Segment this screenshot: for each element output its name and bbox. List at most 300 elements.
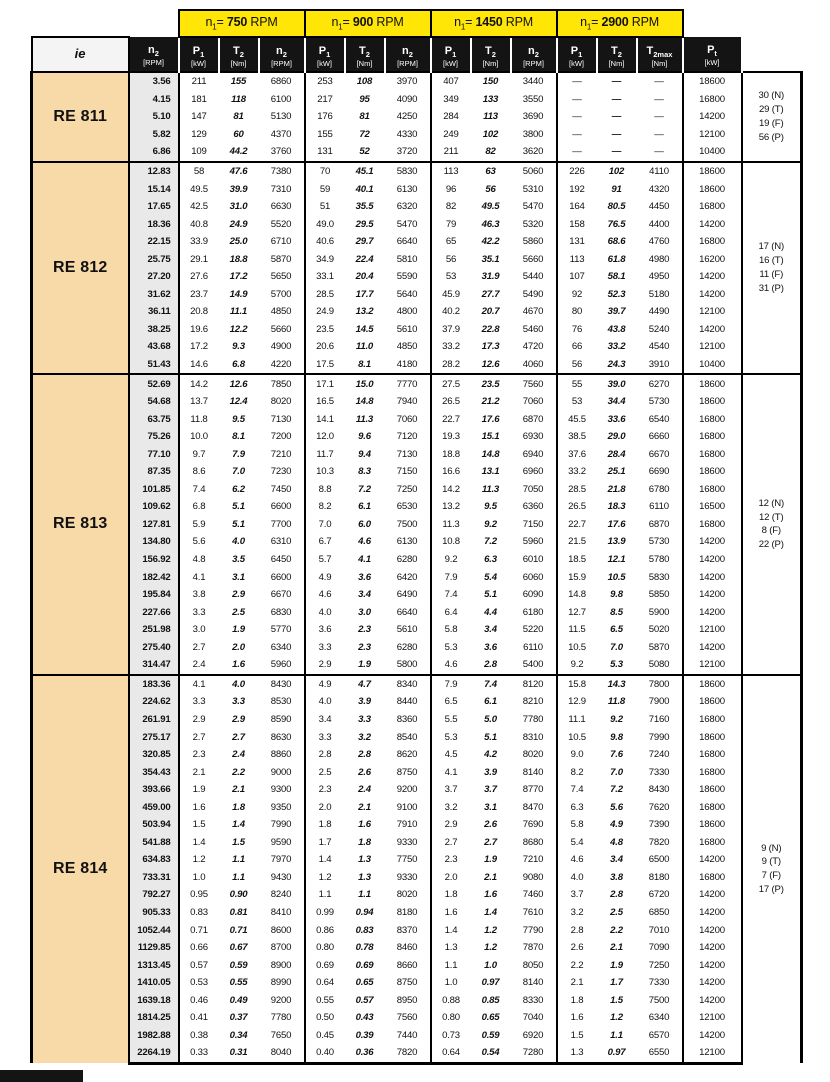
t2max-cell: 12100	[683, 1044, 742, 1063]
p1-cell: 1.3	[345, 851, 385, 869]
table-row	[32, 781, 802, 799]
p1-cell: 3.4	[471, 621, 511, 639]
p1-cell: 25.1	[597, 463, 637, 481]
p1-cell: 0.71	[219, 921, 259, 939]
t2-cell: 6090	[511, 586, 557, 604]
t2-cell: 5240	[637, 321, 683, 339]
t2-cell: 5730	[637, 533, 683, 551]
t2-cell: 9100	[385, 798, 431, 816]
t2-cell: 8460	[385, 939, 431, 957]
t2-cell: 7440	[385, 1027, 431, 1045]
t2-cell: 5870	[637, 639, 683, 657]
p1-cell: 5.1	[219, 498, 259, 516]
t2max-cell: 16800	[683, 869, 742, 887]
gear-ratio-cell: 354.43	[129, 763, 179, 781]
p1-cell: 25.0	[219, 233, 259, 251]
p1-cell: 0.31	[219, 1044, 259, 1063]
p1-cell: 3.4	[597, 851, 637, 869]
n2-cell: 0.45	[305, 1027, 345, 1045]
gear-ratio-cell: 3.56	[129, 72, 179, 91]
n2-cell: 0.33	[179, 1044, 219, 1063]
table-row	[32, 851, 802, 869]
t2-cell: —	[637, 143, 683, 162]
n2-cell: 0.41	[179, 1009, 219, 1027]
p1-column-header-1450: $P_1$ [kW]	[431, 37, 471, 72]
t2-cell: 6870	[637, 516, 683, 534]
p1-cell: 13.2	[345, 303, 385, 321]
t2-cell: 7820	[637, 834, 683, 852]
n2-cell: 4.0	[305, 603, 345, 621]
gear-ratio-cell: 1639.18	[129, 991, 179, 1009]
t2-cell: 8240	[259, 886, 305, 904]
p1-cell: 17.6	[471, 410, 511, 428]
t2-cell: 5520	[259, 215, 305, 233]
n2-cell: 4.0	[305, 693, 345, 711]
n2-cell: 9.2	[557, 656, 597, 675]
t2-cell: 7500	[385, 516, 431, 534]
p1-cell: 9.2	[597, 711, 637, 729]
n2-cell: 6.3	[557, 798, 597, 816]
n2-cell: 113	[431, 162, 471, 181]
n2-cell: 0.53	[179, 974, 219, 992]
n2-cell: 5.3	[431, 728, 471, 746]
p1-cell: 2.8	[345, 746, 385, 764]
t2-cell: 4400	[637, 215, 683, 233]
n2-cell: 109	[179, 143, 219, 162]
t2-column-header-1450: $T_2$ [Nm]	[471, 37, 511, 72]
p1-cell: 1.9	[597, 956, 637, 974]
p1-cell: 63	[471, 162, 511, 181]
p1-cell: 24.3	[597, 356, 637, 375]
gear-ratio-cell: 22.15	[129, 233, 179, 251]
p1-cell: 17.7	[345, 286, 385, 304]
t2max-cell: 14200	[683, 639, 742, 657]
t2-cell: 7200	[259, 428, 305, 446]
t2-cell: 8020	[385, 886, 431, 904]
n2-cell: 53	[431, 268, 471, 286]
t2max-cell: 14200	[683, 956, 742, 974]
t2-cell: 7130	[385, 445, 431, 463]
n2-cell: 9.2	[431, 551, 471, 569]
t2max-cell: 16800	[683, 198, 742, 216]
t2-cell: 7800	[637, 675, 683, 694]
t2-cell: 6780	[637, 481, 683, 499]
n2-cell: 34.9	[305, 250, 345, 268]
t2-cell: 5870	[259, 250, 305, 268]
p1-column-header-750: $P_1$ [kW]	[179, 37, 219, 72]
t2-cell: 3760	[259, 143, 305, 162]
n2-cell: 2.2	[557, 956, 597, 974]
table-row	[32, 1044, 802, 1063]
n2-cell: 10.8	[431, 533, 471, 551]
t2-cell: 7850	[259, 374, 305, 393]
t2-cell: 5080	[637, 656, 683, 675]
n2-cell: 65	[431, 233, 471, 251]
n2-cell: 158	[557, 215, 597, 233]
n2-cell: 3.7	[557, 886, 597, 904]
p1-cell: 4.8	[597, 834, 637, 852]
n2-cell: 45.9	[431, 286, 471, 304]
p1-cell: 1.1	[219, 869, 259, 887]
n2-cell: 1.5	[557, 1027, 597, 1045]
t2max-cell: 16800	[683, 445, 742, 463]
t2-column-header-900: $T_2$ [Nm]	[345, 37, 385, 72]
p1-cell: 60	[219, 126, 259, 144]
p1-cell: 8.5	[597, 603, 637, 621]
t2-cell: 4450	[637, 198, 683, 216]
n2-cell: 147	[179, 108, 219, 126]
t2-cell: 6490	[385, 586, 431, 604]
p1-cell: 39.9	[219, 180, 259, 198]
t2-cell: 4850	[259, 303, 305, 321]
p1-cell: 3.9	[345, 693, 385, 711]
t2-cell: 7770	[385, 374, 431, 393]
table-row	[32, 551, 802, 569]
gear-ratio-cell: 15.14	[129, 180, 179, 198]
gear-ratio-cell: 36.11	[129, 303, 179, 321]
table-row	[32, 956, 802, 974]
p1-cell: 58.1	[597, 268, 637, 286]
p1-cell: 14.5	[345, 321, 385, 339]
t2-cell: 8430	[637, 781, 683, 799]
n2-cell: 33.1	[305, 268, 345, 286]
t2max-cell: 14200	[683, 533, 742, 551]
p1-cell: 17.3	[471, 338, 511, 356]
n2-cell: 38.5	[557, 428, 597, 446]
p1-cell: 2.4	[219, 746, 259, 764]
t2-cell: 6340	[259, 639, 305, 657]
p1-cell: 2.5	[219, 603, 259, 621]
p1-cell: 9.8	[597, 728, 637, 746]
table-row	[32, 869, 802, 887]
p1-cell: 12.6	[219, 374, 259, 393]
p1-cell: 1.4	[219, 816, 259, 834]
t2-cell: 6320	[385, 198, 431, 216]
table-row	[32, 834, 802, 852]
n2-cell: 21.5	[557, 533, 597, 551]
t2-cell: 7130	[259, 410, 305, 428]
t2max-cell: 14200	[683, 904, 742, 922]
p1-cell: 0.67	[219, 939, 259, 957]
t2max-cell: 18600	[683, 675, 742, 694]
n2-cell: 176	[305, 108, 345, 126]
t2-cell: 9330	[385, 834, 431, 852]
n2-cell: 8.6	[179, 463, 219, 481]
n2-cell: 3.3	[305, 728, 345, 746]
p1-cell: 33.2	[597, 338, 637, 356]
p1-cell: 21.2	[471, 393, 511, 411]
p1-cell: 49.5	[471, 198, 511, 216]
n2-cell: 4.1	[179, 675, 219, 694]
t2-cell: 8140	[511, 763, 557, 781]
n2-cell: 27.6	[179, 268, 219, 286]
t2-cell: 7230	[259, 463, 305, 481]
p1-cell: 6.1	[471, 693, 511, 711]
p1-cell: 11.1	[219, 303, 259, 321]
n2-cell: 23.5	[305, 321, 345, 339]
p1-cell: 2.7	[219, 728, 259, 746]
p1-cell: 7.0	[219, 463, 259, 481]
n2-cell: 5.8	[431, 621, 471, 639]
t2-cell: 5320	[511, 215, 557, 233]
t2max-cell: 14200	[683, 268, 742, 286]
n2-cell: 5.5	[431, 711, 471, 729]
n2-cell: 2.1	[557, 974, 597, 992]
p1-cell: 56	[471, 180, 511, 198]
n2-cell: —	[557, 126, 597, 144]
n2-cell: 2.3	[305, 781, 345, 799]
thermal-power-cell: 9 (N) 9 (T) 7 (F) 17 (P)	[742, 675, 802, 1064]
p1-cell: 7.4	[471, 675, 511, 694]
t2-cell: 6500	[637, 851, 683, 869]
t2-cell: 8020	[511, 746, 557, 764]
n2-cell: 0.55	[305, 991, 345, 1009]
p1-cell: 5.1	[219, 516, 259, 534]
t2-cell: 4250	[385, 108, 431, 126]
n2-cell: 1.4	[305, 851, 345, 869]
n2-cell: 20.8	[179, 303, 219, 321]
p1-cell: 7.0	[597, 763, 637, 781]
p1-cell: 0.94	[345, 904, 385, 922]
table-row	[32, 621, 802, 639]
table-row	[32, 445, 802, 463]
t2-cell: 6830	[259, 603, 305, 621]
n2-cell: 4.9	[305, 568, 345, 586]
p1-cell: 0.78	[345, 939, 385, 957]
table-row	[32, 250, 802, 268]
t2-cell: 5830	[637, 568, 683, 586]
p1-cell: 6.0	[345, 516, 385, 534]
p1-cell: 34.4	[597, 393, 637, 411]
t2-cell: 4370	[259, 126, 305, 144]
n2-cell: 9.0	[557, 746, 597, 764]
n2-cell: 10.3	[305, 463, 345, 481]
p1-cell: 14.9	[219, 286, 259, 304]
p1-cell: 46.3	[471, 215, 511, 233]
n2-cell: 0.64	[305, 974, 345, 992]
p1-cell: 23.5	[471, 374, 511, 393]
t2-cell: 6110	[637, 498, 683, 516]
t2-cell: 7910	[385, 816, 431, 834]
p1-cell: 0.34	[219, 1027, 259, 1045]
n2-cell: 5.6	[179, 533, 219, 551]
p1-cell: 35.1	[471, 250, 511, 268]
t2-cell: 4900	[259, 338, 305, 356]
t2-cell: 7560	[511, 374, 557, 393]
p1-cell: 2.6	[345, 763, 385, 781]
t2max-cell: 12100	[683, 303, 742, 321]
p1-cell: 3.0	[345, 603, 385, 621]
p1-cell: 1.2	[471, 939, 511, 957]
t2max-cell: 10400	[683, 356, 742, 375]
table-row	[32, 1009, 802, 1027]
table-row	[32, 639, 802, 657]
n2-cell: 7.4	[179, 481, 219, 499]
t2-cell: 8020	[259, 393, 305, 411]
t2max-cell: 16200	[683, 250, 742, 268]
t2max-cell: 14200	[683, 568, 742, 586]
t2max-cell: 18600	[683, 781, 742, 799]
gear-ratio-cell: 156.92	[129, 551, 179, 569]
t2-cell: 6570	[637, 1027, 683, 1045]
t2max-cell: 16800	[683, 233, 742, 251]
n2-cell: 4.9	[305, 675, 345, 694]
gear-ratio-cell: 27.20	[129, 268, 179, 286]
t2-cell: 8440	[385, 693, 431, 711]
n2-cell: 49.0	[305, 215, 345, 233]
t2-cell: 4180	[385, 356, 431, 375]
n2-cell: 0.80	[431, 1009, 471, 1027]
p1-cell: 1.6	[219, 656, 259, 675]
p1-cell: 3.2	[345, 728, 385, 746]
n2-column-header-1450: $n_2$ [RPM]	[385, 37, 431, 72]
t2max-cell: 12100	[683, 656, 742, 675]
p1-cell: 20.7	[471, 303, 511, 321]
t2max-cell: 14200	[683, 974, 742, 992]
t2-cell: 5220	[511, 621, 557, 639]
p1-cell: 20.4	[345, 268, 385, 286]
p1-cell: 31.9	[471, 268, 511, 286]
p1-cell: 102	[597, 162, 637, 181]
n2-cell: 33.2	[557, 463, 597, 481]
t2-cell: 8430	[259, 675, 305, 694]
n2-cell: 14.1	[305, 410, 345, 428]
p1-cell: 0.81	[219, 904, 259, 922]
n2-cell: 181	[179, 91, 219, 109]
n2-cell: 1.0	[431, 974, 471, 992]
t2max-cell: 16800	[683, 516, 742, 534]
p1-cell: 4.1	[345, 551, 385, 569]
p1-cell: 22.8	[471, 321, 511, 339]
t2-cell: 5660	[259, 321, 305, 339]
p1-cell: 2.4	[345, 781, 385, 799]
t2-cell: 7900	[637, 693, 683, 711]
t2-cell: 5780	[637, 551, 683, 569]
n2-cell: 15.8	[557, 675, 597, 694]
t2-cell: 8620	[385, 746, 431, 764]
table-row	[32, 215, 802, 233]
n2-cell: 2.7	[179, 639, 219, 657]
t2-cell: 9080	[511, 869, 557, 887]
t2-cell: 8410	[259, 904, 305, 922]
n2-cell: 10.5	[557, 639, 597, 657]
table-row	[32, 711, 802, 729]
gear-ratio-cell: 393.66	[129, 781, 179, 799]
t2-cell: 8750	[385, 763, 431, 781]
p1-cell: 0.55	[219, 974, 259, 992]
p1-cell: 81	[345, 108, 385, 126]
p1-cell: 2.8	[597, 886, 637, 904]
t2-cell: 7390	[637, 816, 683, 834]
p1-cell: 0.43	[345, 1009, 385, 1027]
n2-cell: 131	[557, 233, 597, 251]
n2-cell: 40.2	[431, 303, 471, 321]
p1-cell: 4.9	[597, 816, 637, 834]
p1-cell: 5.6	[597, 798, 637, 816]
table-row	[32, 303, 802, 321]
p1-cell: 7.0	[597, 639, 637, 657]
n2-cell: 8.8	[305, 481, 345, 499]
n2-cell: 8.2	[557, 763, 597, 781]
n2-cell: 5.4	[557, 834, 597, 852]
t2-cell: 8180	[385, 904, 431, 922]
t2-cell: 8660	[385, 956, 431, 974]
n2-cell: 1.5	[179, 816, 219, 834]
n2-cell: 12.9	[557, 693, 597, 711]
t2-cell: 4090	[385, 91, 431, 109]
p1-cell: 9.6	[345, 428, 385, 446]
table-row	[32, 656, 802, 675]
p1-cell: 113	[471, 108, 511, 126]
t2-cell: 6130	[385, 533, 431, 551]
table-row	[32, 693, 802, 711]
t2-cell: 7210	[259, 445, 305, 463]
p1-cell: 11.0	[345, 338, 385, 356]
gear-ratio-cell: 182.42	[129, 568, 179, 586]
n2-cell: 92	[557, 286, 597, 304]
gear-ratio-cell: 1814.25	[129, 1009, 179, 1027]
p1-cell: 3.8	[597, 869, 637, 887]
p1-cell: 0.49	[219, 991, 259, 1009]
p1-cell: 133	[471, 91, 511, 109]
n2-cell: 0.66	[179, 939, 219, 957]
p1-cell: 2.8	[471, 656, 511, 675]
n2-cell: 22.7	[431, 410, 471, 428]
n2-cell: 2.8	[557, 921, 597, 939]
n2-cell: 18.8	[431, 445, 471, 463]
t2-cell: 8330	[511, 991, 557, 1009]
p1-cell: —	[597, 108, 637, 126]
p1-cell: 12.1	[597, 551, 637, 569]
t2-cell: 8770	[511, 781, 557, 799]
n2-cell: 107	[557, 268, 597, 286]
t2-cell: —	[637, 126, 683, 144]
p1-cell: 12.6	[471, 356, 511, 375]
p1-cell: 8.1	[345, 356, 385, 375]
gear-ratio-cell: 1129.85	[129, 939, 179, 957]
gear-ratio-cell: 227.66	[129, 603, 179, 621]
t2-cell: 4320	[637, 180, 683, 198]
t2-cell: 5400	[511, 656, 557, 675]
p1-cell: 39.7	[597, 303, 637, 321]
p1-cell: 0.37	[219, 1009, 259, 1027]
rpm-group-header-1450: $n_1= 1450$ RPM	[431, 10, 557, 37]
t2max-cell: 18600	[683, 728, 742, 746]
t2-cell: 6640	[385, 603, 431, 621]
n2-cell: 1.3	[557, 1044, 597, 1063]
table-row	[32, 728, 802, 746]
t2-cell: 5470	[385, 215, 431, 233]
n2-cell: 2.9	[431, 816, 471, 834]
n2-cell: 12.7	[557, 603, 597, 621]
p1-cell: 0.97	[471, 974, 511, 992]
n2-cell: 2.3	[179, 746, 219, 764]
gear-ratio-cell: 1313.45	[129, 956, 179, 974]
p1-cell: 14.3	[597, 675, 637, 694]
gear-ratings-table	[30, 9, 803, 1065]
t2max-cell: 16800	[683, 711, 742, 729]
n2-cell: 20.6	[305, 338, 345, 356]
n2-cell: 3.3	[179, 603, 219, 621]
t2-cell: 8600	[259, 921, 305, 939]
n2-cell: 14.2	[431, 481, 471, 499]
t2-cell: 5700	[259, 286, 305, 304]
gear-ratio-cell: 320.85	[129, 746, 179, 764]
n2-cell: 49.5	[179, 180, 219, 198]
t2-cell: 7280	[511, 1044, 557, 1063]
t2-cell: 6660	[637, 428, 683, 446]
t2-column-header-2900: $T_2$ [Nm]	[597, 37, 637, 72]
